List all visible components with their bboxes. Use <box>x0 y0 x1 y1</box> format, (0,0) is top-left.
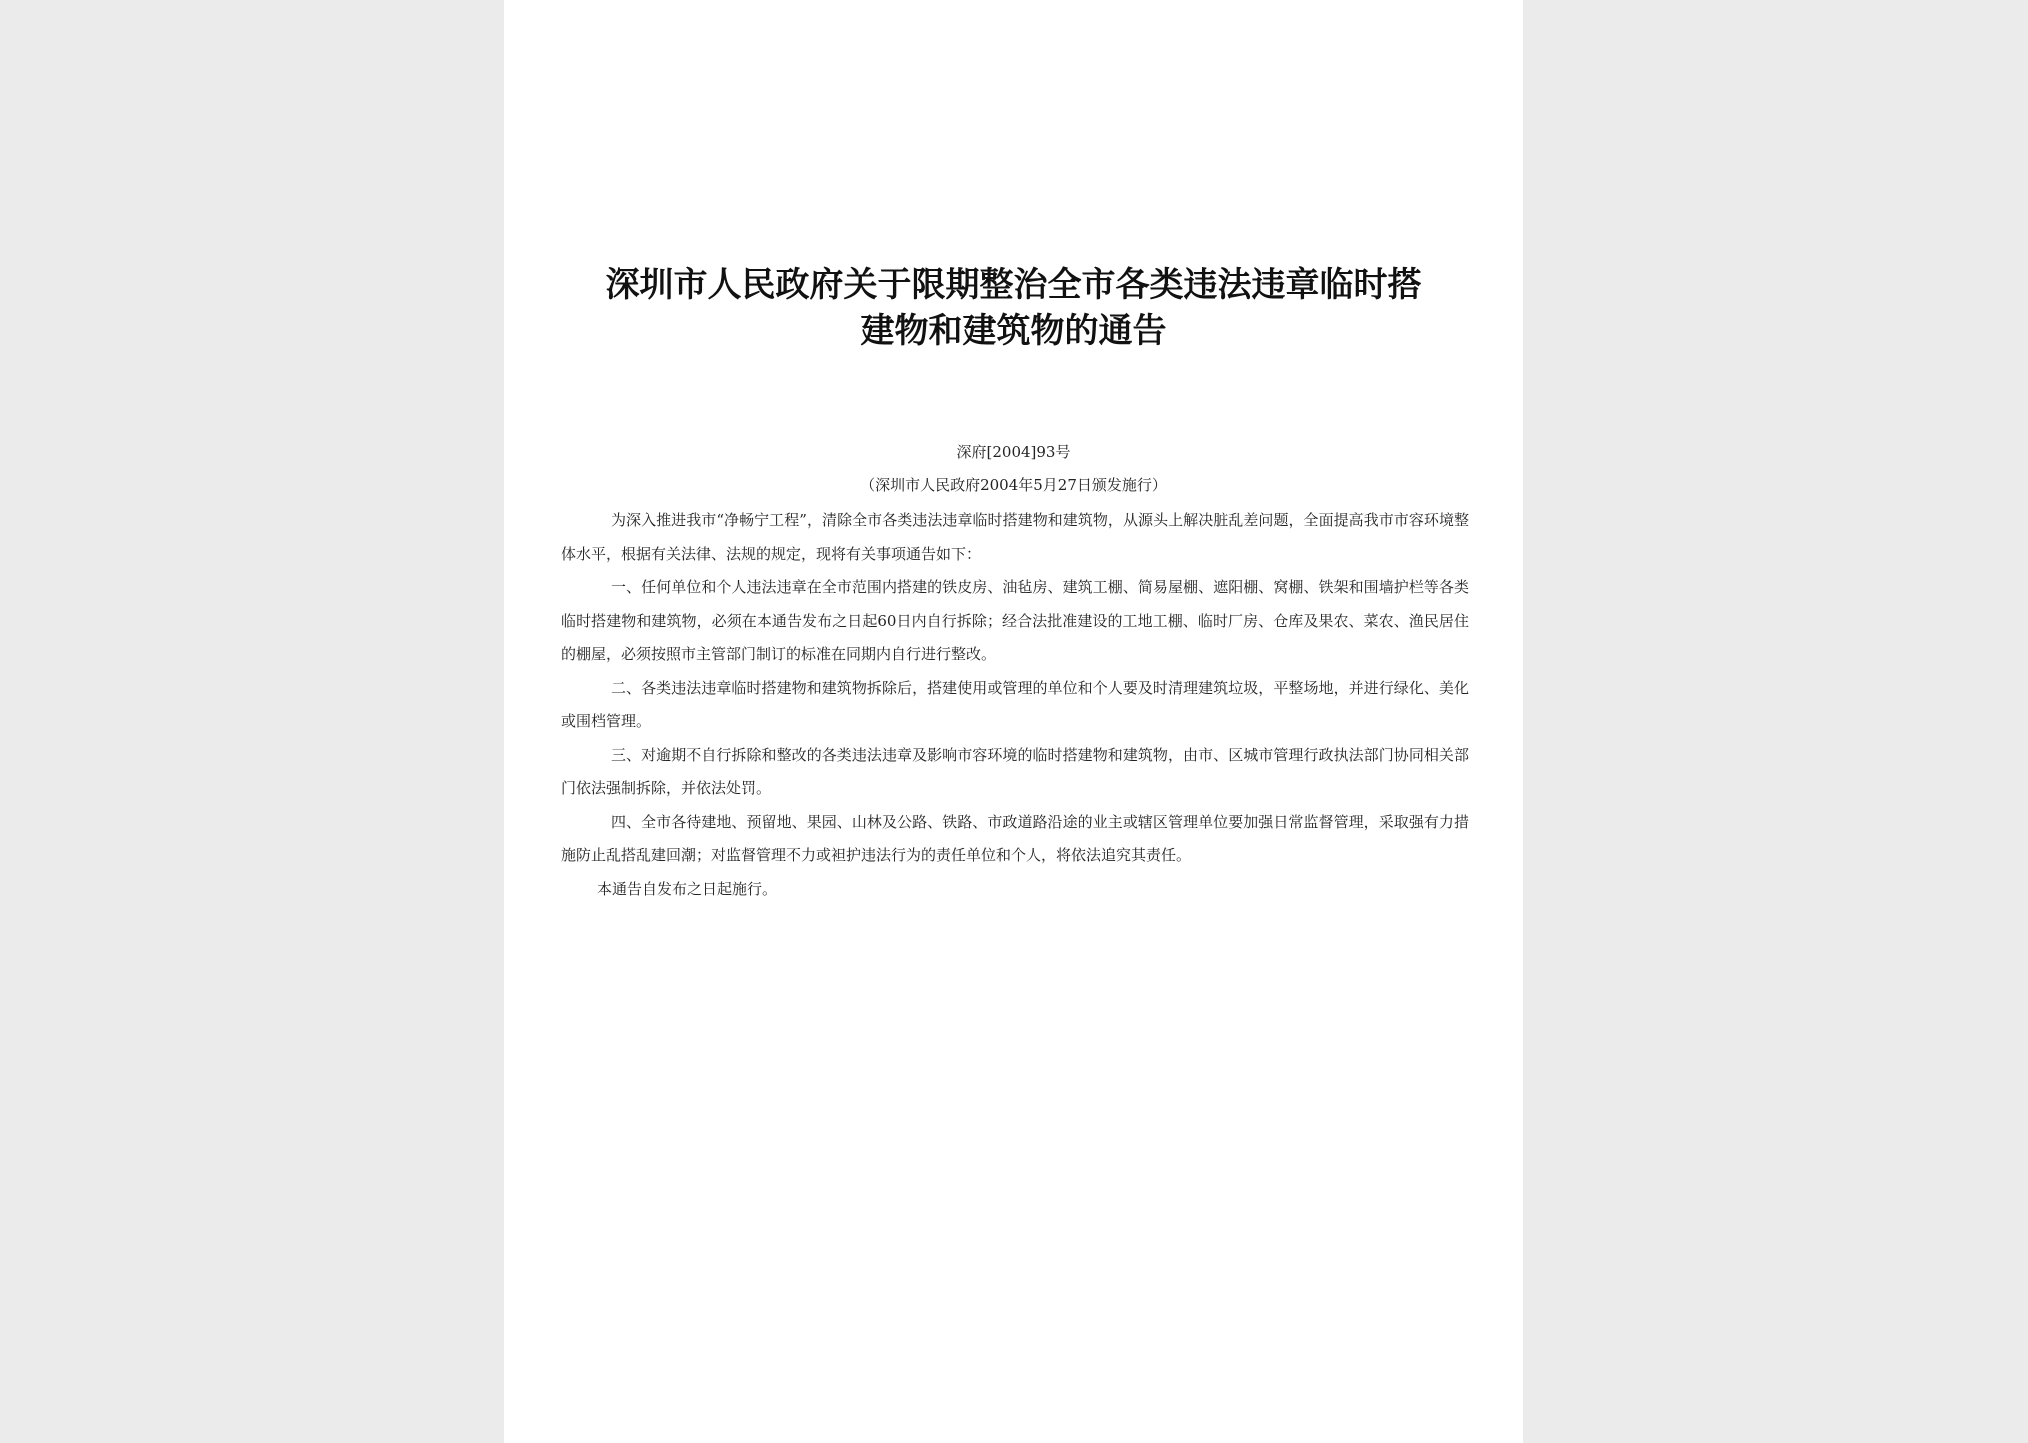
paragraph-item-3: 三、对逾期不自行拆除和整改的各类违法违章及影响市容环境的临时搭建物和建筑物，由市、区城市管理行政执法部门协同相关部门依法强制拆除，并依法处罚。 <box>561 745 1469 797</box>
issued-note: （深圳市人民政府2004年5月27日颁发施行） <box>860 476 1167 494</box>
document-page <box>504 0 1523 1443</box>
paragraph-item-2: 二、各类违法违章临时搭建物和建筑物拆除后，搭建使用或管理的单位和个人要及时清理建筑垃圾，平整场地，并进行绿化、美化或围档管理。 <box>561 678 1469 730</box>
paragraph-intro: 为深入推进我市“净畅宁工程”，清除全市各类违法违章临时搭建物和建筑物，从源头上解决脏乱差问题，全面提高我市市容环境整体水平，根据有关法律、法规的规定，现将有关事项通告如下： <box>561 511 1469 563</box>
paragraph-closing: 本通告自发布之日起施行。 <box>597 879 778 898</box>
title-line-1: 深圳市人民政府关于限期整治全市各类违法违章临时搭 <box>605 265 1422 305</box>
document-number: 深府[2004]93号 <box>956 443 1071 461</box>
document-body <box>561 504 1469 906</box>
paragraph-item-4: 四、全市各待建地、预留地、果园、山林及公路、铁路、市政道路沿途的业主或辖区管理单位要加强日常监督管理，采取强有力措施防止乱搭乱建回潮；对监督管理不力或袒护违法行为的责任单位和个人，将依法追究其责任。 <box>561 812 1469 864</box>
paragraph-item-1: 一、任何单位和个人违法违章在全市范围内搭建的铁皮房、油毡房、建筑工棚、简易屋棚、遮阳棚、窝棚、铁架和围墙护栏等各类临时搭建物和建筑物，必须在本通告发布之日起60日内自行拆除；经合法批准建设的工地工棚、临时厂房、仓库及果农、菜农、渔民居住的棚屋，必须按照市主管部门制订的标准在同期内自行进行整改。 <box>561 578 1469 663</box>
title-line-2: 建物和建筑物的通告 <box>860 311 1167 351</box>
document-title <box>504 262 1523 354</box>
